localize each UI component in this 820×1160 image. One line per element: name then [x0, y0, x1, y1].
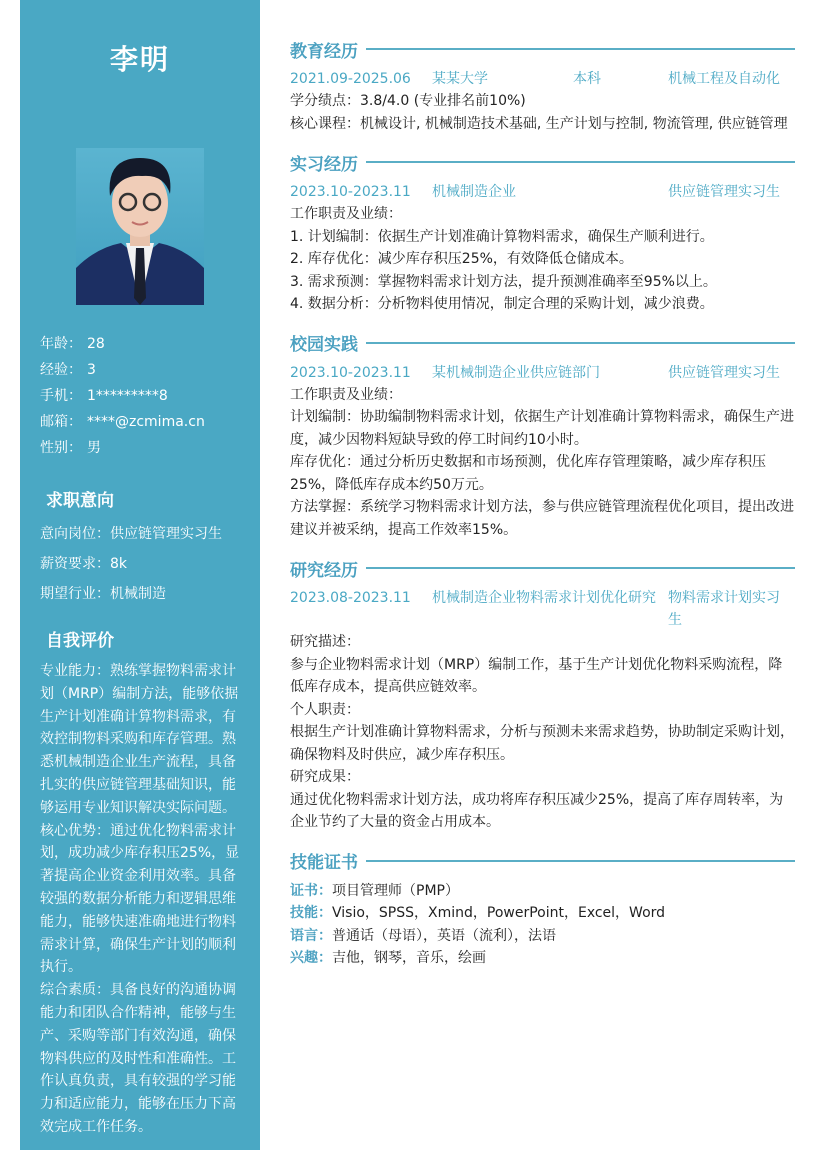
self-eval-heading: 自我评价	[46, 631, 114, 651]
divider	[366, 342, 795, 344]
self-evaluation	[40, 660, 242, 1139]
education-section: 教育经历 2021.09-2025.06 某某大学 本科 机械工程及自动化 学分绩点：3.8/4.0 (专业排名前10%) 核心课程：机械设计, 机械制造技术基础, 生产计划与控制, 物流管理, 供应链管理	[290, 36, 795, 135]
campus-item: 2023.10-2023.11 某机械制造企业供应链部门 供应链管理实习生	[290, 364, 780, 381]
eval-paragraph: 综合素质：具备良好的沟通协调能力和团队合作精神，能够与生产、采购等部门有效沟通，确保物料供应的及时性和准确性。工作认真负责，具有较强的学习能力和适应能力，能够在压力下高效完成工作任务。	[40, 982, 236, 1135]
skill-interests: 兴趣：吉他，钢琴，音乐，绘画	[290, 950, 486, 966]
candidate-name: 李明	[109, 43, 170, 76]
eval-paragraph: 核心优势：通过优化物料需求计划，成功减少库存积压25%，显著提高企业资金利用效率。具备较强的数据分析能力和逻辑思维能力，能够快速准确地进行物料需求计算，确保生产计划的顺利执行。	[40, 822, 240, 976]
education-item: 2021.09-2025.06 某某大学 本科 机械工程及自动化	[290, 71, 780, 87]
divider	[366, 161, 795, 163]
section-heading: 校园实践	[290, 330, 795, 356]
intent-industry: 期望行业：机械制造	[40, 586, 166, 602]
section-heading: 实习经历	[290, 149, 795, 175]
intent-heading: 求职意向	[46, 491, 114, 511]
intent-salary: 薪资要求：8k	[40, 556, 128, 572]
internship-item: 2023.10-2023.11 机械制造企业 供应链管理实习生	[290, 184, 780, 200]
divider	[366, 860, 795, 862]
sidebar	[20, 0, 260, 1150]
section-heading: 技能证书	[290, 848, 795, 874]
skill-cert: 证书：项目管理师（PMP）	[290, 882, 459, 899]
skills-section	[290, 848, 795, 970]
section-heading: 教育经历	[290, 36, 795, 62]
divider	[366, 567, 795, 569]
skill-tools: 技能：Visio，SPSS，Xmind，PowerPoint，Excel，Word	[290, 905, 666, 921]
intent-position: 意向岗位：供应链管理实习生	[40, 526, 222, 542]
internship-section: 实习经历 2023.10-2023.11 机械制造企业 供应链管理实习生 工作职责及业绩： 1. 计划编制：依据生产计划准确计算物料需求，确保生产顺利进行。 2. 库存优化：减少库存积压25%，有效降低仓储成本。 3. 需求预测：掌握物料需求计划方法，提升预测准确率至95%以上。 4. 数据分析：分析物料使用情况，制定合理的采购计划，减少浪费。	[290, 149, 795, 316]
info-experience: 经验： 3	[40, 362, 96, 378]
eval-paragraph: 专业能力：熟练掌握物料需求计划（MRP）编制方法，能够依据生产计划准确计算物料需求，有效控制物料采购和库存管理。熟悉机械制造企业生产流程，具备扎实的供应链管理基础知识，能够运用专业知识解决实际问题。	[40, 663, 239, 816]
profile-photo	[76, 148, 204, 305]
info-email: 邮箱： ****@zcmima.cn	[40, 414, 205, 430]
research-section: 研究经历 2023.08-2023.11 机械制造企业物料需求计划优化研究 物料需求计划实习生 研究描述： 参与企业物料需求计划（MRP）编制工作，基于生产计划优化物料采购流程，降低库存成本，提高供应链效率。 个人职责： 根据生产计划准确计算物料需求，分析与预测未来需求趋势，协助制定采购计划，确保物料及时供应，减少库存积压。 研究成果： 通过优化物料需求计划方法，成功将库存积压减少25%，提高了库存周转率，为企业节约了大量的资金占用成本。	[290, 555, 795, 834]
campus-section: 校园实践 2023.10-2023.11 某机械制造企业供应链部门 供应链管理实习生 工作职责及业绩： 计划编制：协助编制物料需求计划，依据生产计划准确计算物料需求，确保生产进度，减少因物料短缺导致的停工时间约10小时。 库存优化：通过分析历史数据和市场预测，优化库存管理策略，减少库存积压25%，降低库存成本约50万元。 方法掌握：系统学习物料需求计划方法，参与供应链管理流程优化项目，提出改进建议并被采纳，提高工作效率15%。	[290, 330, 795, 542]
main-content	[290, 36, 795, 980]
divider	[366, 48, 795, 50]
research-item: 2023.08-2023.11 机械制造企业物料需求计划优化研究 物料需求计划实习生	[290, 590, 780, 628]
section-heading: 研究经历	[290, 555, 795, 581]
basic-info	[40, 334, 205, 464]
info-age: 年龄： 28	[40, 336, 105, 352]
info-phone: 手机： 1*********8	[40, 388, 168, 404]
info-gender: 性别： 男	[40, 440, 101, 456]
skill-language: 语言：普通话（母语），英语（流利），法语	[290, 927, 556, 944]
job-intent	[40, 524, 222, 614]
